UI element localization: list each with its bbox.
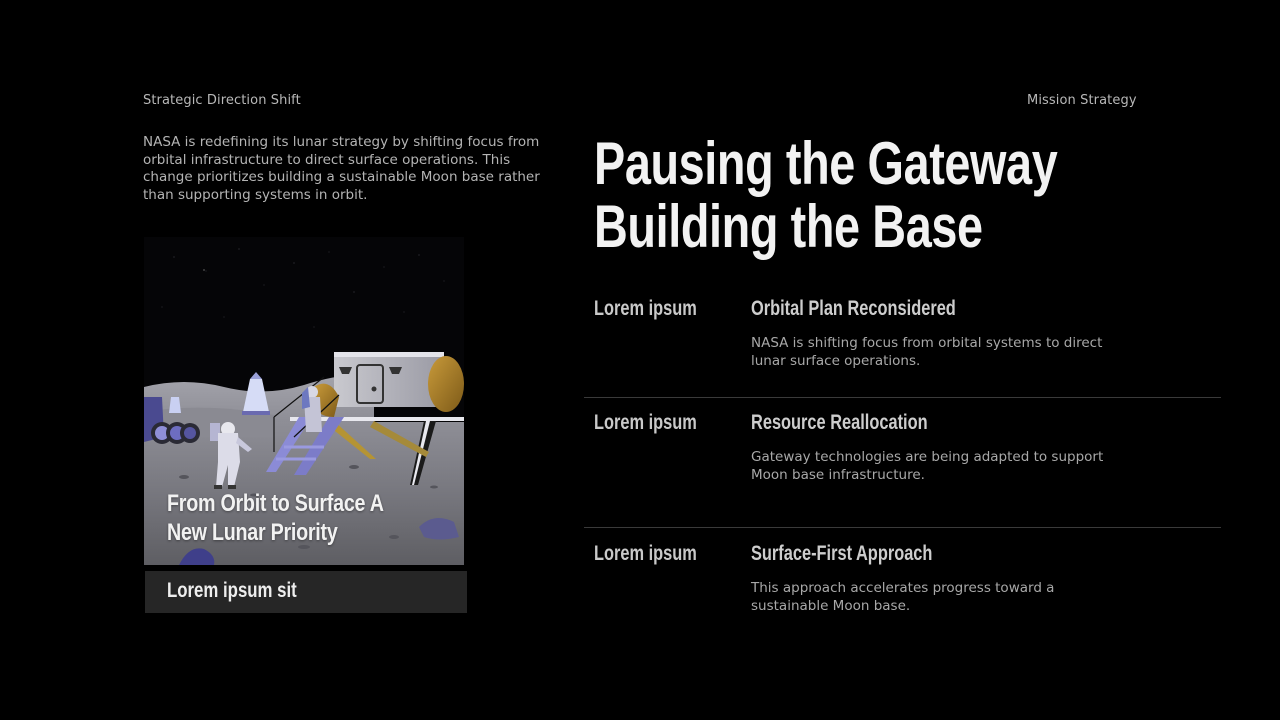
lunar-base-photo: [144, 237, 464, 565]
title-line-2: Building the Base: [594, 193, 983, 260]
list-item: [584, 398, 1221, 528]
list-item-text: This approach accelerates progress toward a sustainable Moon base.: [751, 580, 1055, 614]
list-item-heading: Resource Reallocation: [751, 411, 928, 434]
photo-footer-label: Lorem ipsum sit: [167, 579, 297, 602]
list-item-label: Lorem ipsum: [594, 411, 697, 434]
list-item-heading: Surface-First Approach: [751, 542, 933, 565]
list-item-label: Lorem ipsum: [594, 542, 697, 565]
list-item: [584, 285, 1221, 398]
photo-footer-box: [145, 571, 467, 613]
list-item-heading: Orbital Plan Reconsidered: [751, 297, 956, 320]
strategy-list: [584, 285, 1221, 658]
list-item-text: Gateway technologies are being adapted to support Moon base infrastructure.: [751, 449, 1104, 483]
title-line-1: Pausing the Gateway: [594, 130, 1058, 197]
list-item-text: NASA is shifting focus from orbital systems to direct lunar surface operations.: [751, 335, 1103, 369]
category-label: Mission Strategy: [1027, 93, 1137, 108]
section-label: Strategic Direction Shift: [143, 93, 301, 108]
page-title: [594, 132, 1057, 258]
list-item: [584, 528, 1221, 658]
list-item-label: Lorem ipsum: [594, 297, 697, 320]
intro-paragraph: NASA is redefining its lunar strategy by shifting focus from orbital infrastructure to direct surface operations. This change prioritizes building a sustainable Moon base rather than supporting systems in orbit.: [143, 134, 540, 203]
photo-caption: From Orbit to Surface A New Lunar Priority: [167, 490, 383, 546]
